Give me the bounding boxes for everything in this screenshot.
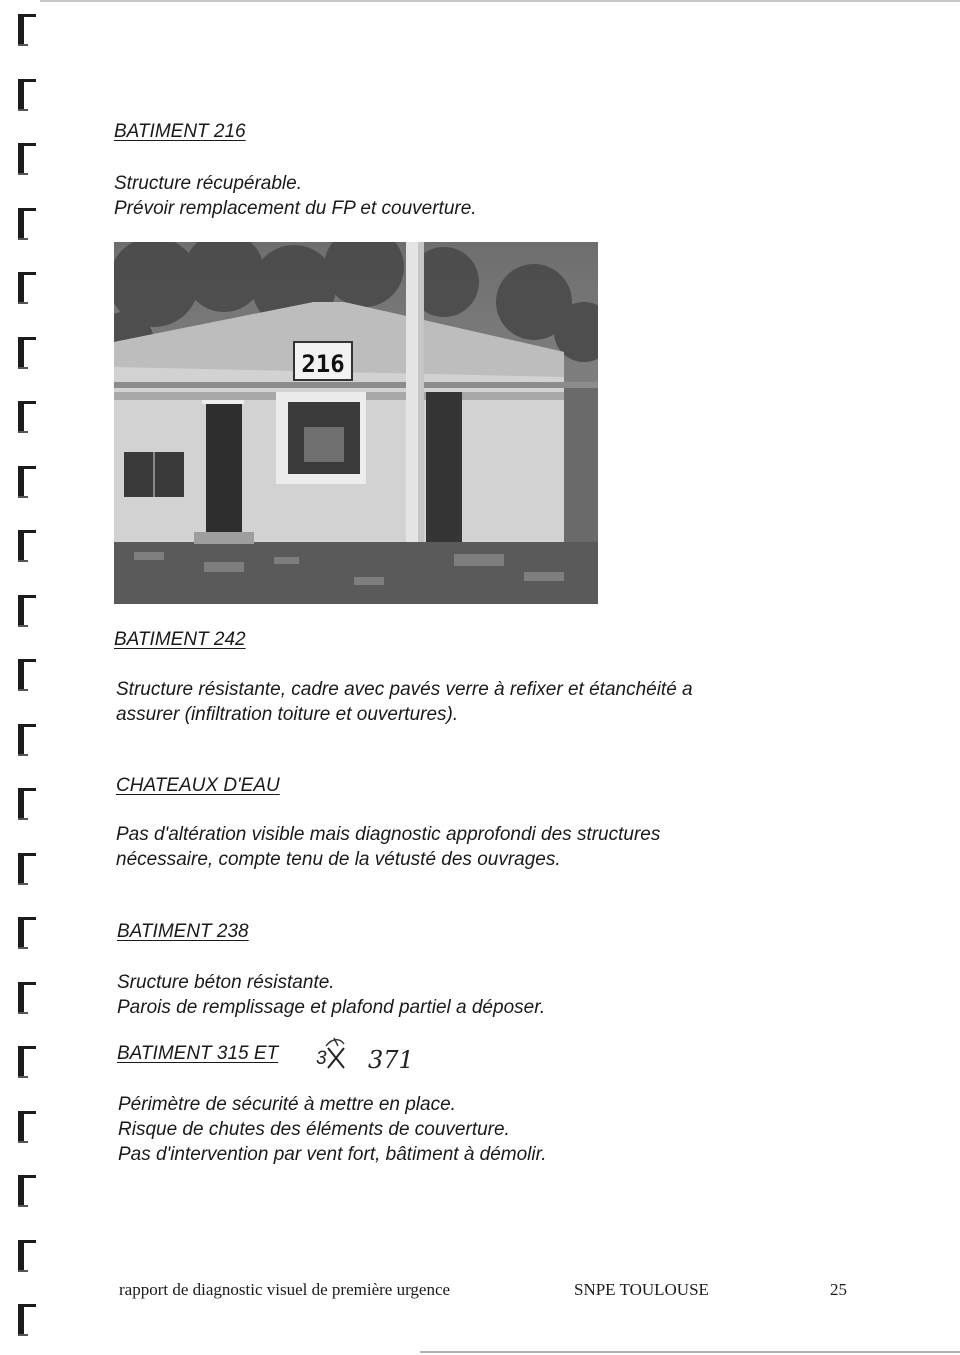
binding-ring bbox=[16, 1169, 38, 1209]
section-body-batiment-238 bbox=[117, 970, 545, 1020]
body-line: Parois de remplissage et plafond partiel a déposer. bbox=[117, 997, 546, 1018]
handwritten-number: 371 bbox=[368, 1046, 414, 1074]
binding-ring bbox=[16, 202, 38, 242]
building-216-photo bbox=[114, 242, 598, 604]
binding-ring bbox=[16, 395, 38, 435]
body-line: Sructure béton résistante. bbox=[117, 972, 335, 993]
binding-ring bbox=[16, 137, 38, 177]
binding-ring bbox=[16, 460, 38, 500]
binding-ring bbox=[16, 524, 38, 564]
footer-organization: SNPE TOULOUSE bbox=[574, 1280, 709, 1299]
binding-ring bbox=[16, 1040, 38, 1080]
binding-ring bbox=[16, 653, 38, 693]
binding-ring bbox=[16, 847, 38, 887]
body-line: Structure récupérable. bbox=[114, 173, 302, 194]
section-body-batiment-216 bbox=[114, 171, 477, 221]
binding-ring bbox=[16, 782, 38, 822]
binding-ring bbox=[16, 976, 38, 1016]
body-line: Prévoir remplacement du FP et couverture. bbox=[114, 198, 477, 219]
svg-text:3: 3 bbox=[316, 1048, 327, 1069]
binding-ring bbox=[16, 718, 38, 758]
section-heading-batiment-238: BATIMENT 238 bbox=[117, 921, 249, 942]
binding-ring bbox=[16, 8, 38, 48]
section-heading-batiment-216: BATIMENT 216 bbox=[114, 121, 246, 142]
binding-ring bbox=[16, 1234, 38, 1274]
page-edge-top bbox=[40, 0, 960, 2]
section-heading-batiment-315: BATIMENT 315 ET bbox=[117, 1043, 279, 1064]
body-line: Périmètre de sécurité à mettre en place. bbox=[118, 1094, 456, 1115]
footer-page-number: 25 bbox=[830, 1280, 847, 1299]
body-line: Risque de chutes des éléments de couverture. bbox=[118, 1119, 510, 1140]
footer-report-title: rapport de diagnostic visuel de première urgence bbox=[119, 1280, 451, 1299]
binding-ring bbox=[16, 331, 38, 371]
section-body-batiment-242 bbox=[116, 677, 693, 727]
body-line: assurer (infiltration toiture et ouvertures). bbox=[116, 704, 459, 725]
section-body-batiment-315 bbox=[118, 1092, 547, 1167]
body-line: Pas d'intervention par vent fort, bâtiment à démolir. bbox=[118, 1144, 547, 1165]
section-body-chateaux-deau bbox=[116, 822, 660, 872]
section-heading-batiment-242: BATIMENT 242 bbox=[114, 629, 246, 650]
building-number-sign: 216 bbox=[301, 350, 345, 378]
section-heading-chateaux-deau: CHATEAUX D'EAU bbox=[116, 775, 280, 796]
binding-ring bbox=[16, 911, 38, 951]
binding-ring bbox=[16, 73, 38, 113]
binding-ring bbox=[16, 1298, 38, 1338]
body-line: nécessaire, compte tenu de la vétusté des ouvrages. bbox=[116, 849, 561, 870]
binding-ring bbox=[16, 1105, 38, 1145]
handwritten-correction bbox=[314, 1034, 444, 1078]
binding-ring bbox=[16, 589, 38, 629]
body-line: Pas d'altération visible mais diagnostic approfondi des structures bbox=[116, 824, 661, 845]
binding-ring bbox=[16, 266, 38, 306]
body-line: Structure résistante, cadre avec pavés verre à refixer et étanchéité a bbox=[116, 679, 693, 700]
page-edge-bottom bbox=[420, 1351, 960, 1353]
